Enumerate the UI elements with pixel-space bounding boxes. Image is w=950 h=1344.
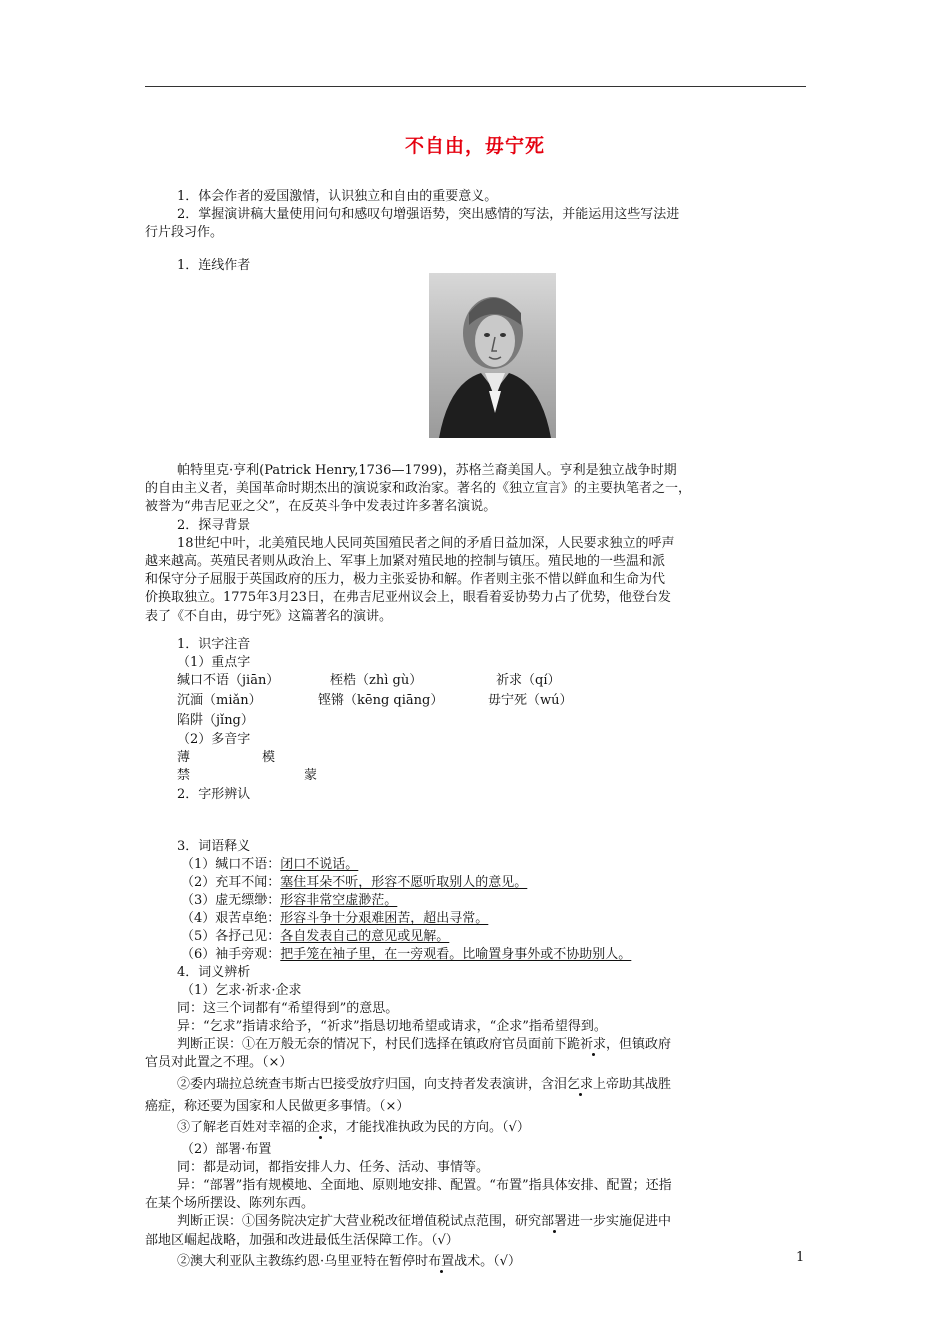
- group2-heading: （2）部署·布置: [181, 1142, 272, 1157]
- group2-judge-2: [177, 1253, 842, 1271]
- definition-text: 各自发表自己的意见或见解。: [280, 929, 450, 944]
- definition-text: 塞住耳朵不听，形容不愿听取别人的意见。: [280, 875, 528, 890]
- background-line-4: 价换取独立。1775年3月23日，在弗吉尼亚州议会上，眼看着妥协势力占了优势，他登台发: [145, 590, 671, 605]
- group2-diff-1: 异：“部署”指有规模地、全面地、原则地安排、配置。“布置”指具体安排、配置；还指: [177, 1178, 672, 1193]
- judge-text: 战术。（√）: [454, 1254, 521, 1269]
- judge-text: ③了解老百姓对幸福的: [177, 1120, 308, 1135]
- polyphone-char: 蒙: [304, 768, 318, 783]
- background-line-1: 18世纪中叶，北美殖民地人民同英国殖民者之间的矛盾日益加深，人民要求独立的呼声: [177, 536, 675, 551]
- definition-term: （6）袖手旁观：: [181, 947, 281, 962]
- vocab-heading-1: 1．识字注音: [177, 637, 251, 652]
- group1-judge-2-cont: 癌症，称还要为国家和人民做更多事情。（×）: [145, 1099, 410, 1114]
- author-portrait: [429, 273, 556, 438]
- group2-diff-2: 在某个场所摆设、陈列东西。: [145, 1196, 315, 1211]
- definition-text: 形容非常空虚渺茫。: [280, 893, 398, 908]
- page-number: 1: [796, 1250, 805, 1265]
- definitions-heading: 3．词语释义: [177, 839, 251, 854]
- group1-judge-1-cont: 官员对此置之不理。（×）: [145, 1055, 293, 1070]
- background-line-2: 越来越高。英殖民者则从政治上、军事上加紧对殖民地的控制与镇压。殖民地的一些温和派: [145, 554, 666, 569]
- judge-text: 判断正误：①国务院决定扩大营业税改征增值税试点范围，研究: [177, 1214, 542, 1229]
- pinyin-item: 祈求（qí）: [496, 673, 561, 688]
- bio-line-2: 的自由主义者，美国革命时期杰出的演说家和政治家。著名的《独立宣言》的主要执笔者之一，: [145, 481, 692, 496]
- background-heading: 2．探寻背景: [177, 518, 251, 533]
- polyphone-heading: （2）多音字: [177, 732, 251, 747]
- group1-judge-1: [177, 1036, 842, 1054]
- definition-item: [181, 910, 846, 928]
- group2-judge-1-cont: 部地区崛起战略，加强和改进最低生活保障工作。（√）: [145, 1233, 459, 1248]
- emphasized-word: 部署: [541, 1214, 568, 1229]
- group1-same: 同：这三个词都有“希望得到”的意思。: [177, 1001, 399, 1016]
- background-line-5: 表了《不自由，毋宁死》这篇著名的演讲。: [145, 609, 393, 624]
- bio-line-1: 帕特里克·亨利(Patrick Henry,1736—1799)，苏格兰裔美国人。亨利是独立战争时期: [177, 463, 677, 478]
- background-line-3: 和保守分子屈服于英国政府的压力，极力主张妥协和解。作者则主张不惜以鲜血和生命为代: [145, 572, 666, 587]
- judge-text: ②委内瑞拉总统查韦斯古巴接受放疗归国，向支持者发表演讲，含泪: [177, 1077, 568, 1092]
- group2-judge-1: [177, 1213, 842, 1231]
- judge-text: ，但镇政府: [606, 1037, 672, 1052]
- judge-text: ，才能找准执政为民的方向。（√）: [333, 1120, 530, 1135]
- definition-term: （1）缄口不语：: [181, 857, 281, 872]
- definition-term: （3）虚无缥缈：: [181, 893, 281, 908]
- group1-judge-3: [177, 1119, 842, 1137]
- definition-text: 把手笼在袖子里，在一旁观看。比喻置身事外或不协助别人。: [280, 947, 632, 962]
- key-chars-heading: （1）重点字: [177, 655, 251, 670]
- polyphone-char: 薄: [177, 750, 191, 765]
- page-title: 不自由，毋宁死: [404, 135, 545, 157]
- pinyin-item: 缄口不语（jiān）: [177, 673, 280, 688]
- definition-item: [181, 946, 846, 964]
- goal-line-2: 2．掌握演讲稿大量使用问句和感叹句增强语势，突出感情的写法，并能运用这些写法进: [177, 207, 680, 222]
- definition-text: 闭口不说话。: [280, 857, 359, 872]
- polyphone-char: 模: [262, 750, 276, 765]
- group1-judge-2: [177, 1076, 842, 1094]
- definition-term: （4）艰苦卓绝：: [181, 911, 281, 926]
- definition-item: [181, 892, 846, 910]
- group2-same: 同：都是动词，都指安排人力、任务、活动、事情等。: [177, 1160, 490, 1175]
- discrimination-heading: 4．词义辨析: [177, 965, 251, 980]
- pinyin-item: 铿锵（kēng qiāng）: [318, 693, 444, 708]
- polyphone-char: 禁: [177, 768, 191, 783]
- group1-diff: 异：“乞求”指请求给予，“祈求”指恳切地希望或请求，“企求”指希望得到。: [177, 1019, 607, 1034]
- glyph-heading: 2．字形辨认: [177, 787, 251, 802]
- emphasized-word: 祈求: [580, 1037, 607, 1052]
- emphasized-word: 布置: [428, 1254, 455, 1269]
- pinyin-item: 陷阱（jǐng）: [177, 713, 254, 728]
- author-heading: 1．连线作者: [177, 258, 251, 273]
- definition-term: （2）充耳不闻：: [181, 875, 281, 890]
- bio-line-3: 被誉为“弗吉尼亚之父”，在反英斗争中发表过许多著名演说。: [145, 499, 497, 514]
- goal-line-3: 行片段习作。: [145, 225, 224, 240]
- definition-item: [181, 928, 846, 946]
- header-rule: [145, 86, 806, 87]
- goal-line-1: 1．体会作者的爱国激情，认识独立和自由的重要意义。: [177, 189, 498, 204]
- pinyin-item: 桎梏（zhì gù）: [330, 673, 423, 688]
- pinyin-item: 沉湎（miǎn）: [177, 693, 262, 708]
- emphasized-word: 乞求: [567, 1077, 594, 1092]
- judge-text: 判断正误：①在万般无奈的情况下，村民们选择在镇政府官员面前下跪: [177, 1037, 581, 1052]
- judge-text: 上帝助其战胜: [593, 1077, 672, 1092]
- judge-text: 进一步实施促进中: [567, 1214, 672, 1229]
- definition-text: 形容斗争十分艰难困苦，超出寻常。: [280, 911, 489, 926]
- emphasized-word: 企求: [307, 1120, 334, 1135]
- group1-heading: （1）乞求·祈求·企求: [181, 983, 302, 998]
- definition-item: [181, 874, 846, 892]
- judge-text: ②澳大利亚队主教练约恩·乌里亚特在暂停时: [177, 1254, 429, 1269]
- definition-term: （5）各抒己见：: [181, 929, 281, 944]
- pinyin-item: 毋宁死（wú）: [488, 693, 573, 708]
- definition-item: [181, 856, 846, 874]
